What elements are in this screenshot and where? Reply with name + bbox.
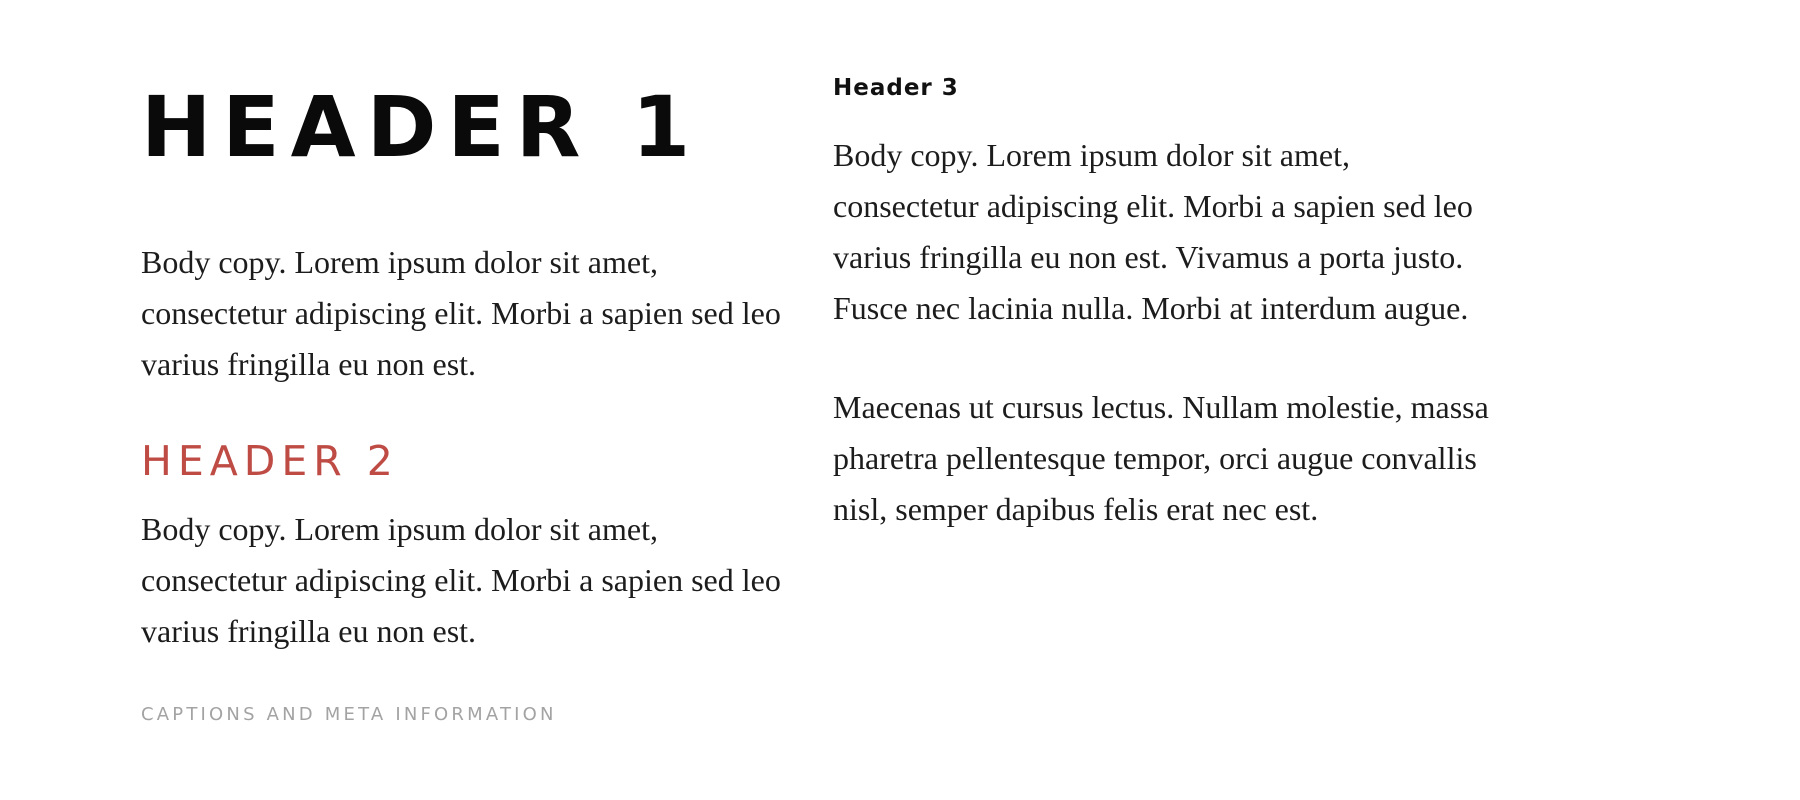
left-column xyxy=(141,70,791,725)
caption-meta: CAPTIONS AND META INFORMATION xyxy=(141,704,557,725)
left-body-copy-2: Body copy. Lorem ipsum dolor sit amet, consectetur adipiscing elit. Morbi a sapien sed leo varius fringilla eu non est. xyxy=(141,511,781,649)
header-3: Header 3 xyxy=(833,75,959,101)
header-2: HEADER 2 xyxy=(141,437,399,485)
right-body-copy-1: Body copy. Lorem ipsum dolor sit amet, consectetur adipiscing elit. Morbi a sapien sed leo varius fringilla eu non est. Vivamus a porta justo. Fusce nec lacinia nulla. Morbi at interdum augue. xyxy=(833,137,1473,326)
left-body-copy-1: Body copy. Lorem ipsum dolor sit amet, consectetur adipiscing elit. Morbi a sapien sed leo varius fringilla eu non est. xyxy=(141,244,781,382)
header-1: HEADER 1 xyxy=(141,78,702,176)
right-body-copy-2: Maecenas ut cursus lectus. Nullam molestie, massa pharetra pellentesque tempor, orci augue convallis nisl, semper dapibus felis erat nec est. xyxy=(833,389,1489,527)
right-column xyxy=(833,70,1493,535)
